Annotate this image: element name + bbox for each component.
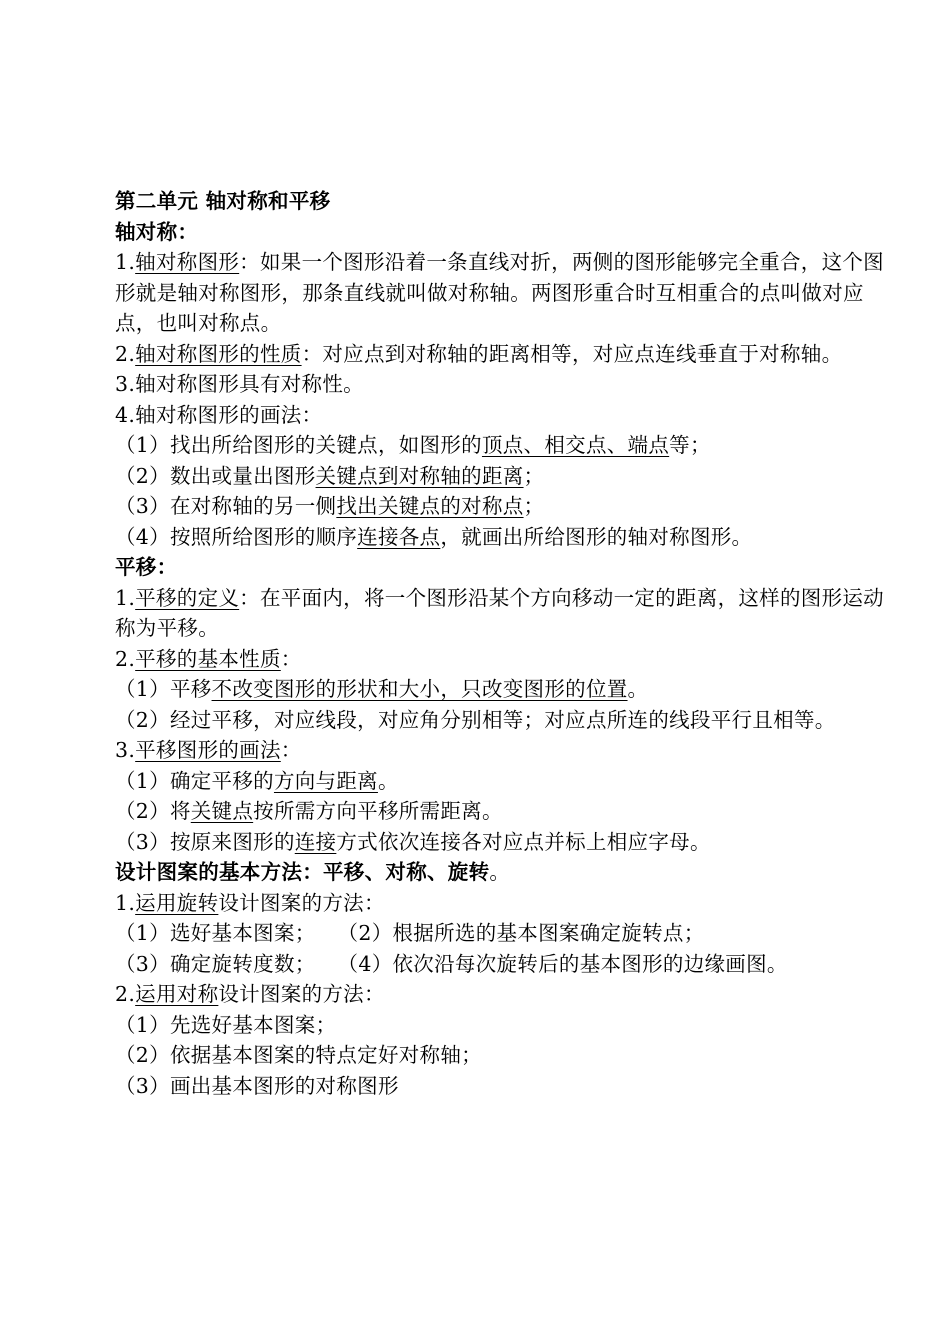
- translation-draw-2-post: 按所需方向平移所需距离。: [253, 799, 503, 823]
- axis-p2-num: 2.: [115, 341, 136, 366]
- rotation-step-4: （4）依次沿每次旋转后的基本图形的边缘画图。: [337, 951, 788, 976]
- axis-step-1-pre: （1）找出所给图形的关键点，如图形的: [115, 433, 482, 457]
- translation-p1-term: 平移的定义: [135, 585, 240, 610]
- axis-p1-rest: ：如果一个图形沿着一条直线对折，两侧的图形能够完全重合，这个图形就是轴对称图形，那条直线就叫做对称轴。两图形重合时互相重合的点叫做对应点，也叫对称点。: [115, 250, 884, 335]
- axis-p3: 3.轴对称图形具有对称性。: [115, 372, 364, 396]
- design-heading-text: 设计图案的基本方法：平移、对称、旋转: [115, 860, 490, 884]
- translation-draw-2-term: 关键点: [190, 799, 254, 823]
- translation-prop-1-term: 不改变图形的形状和大小，只改变图形的位置: [211, 677, 628, 701]
- translation-p2-term: 平移的基本性质: [135, 646, 281, 671]
- axis-p1-num: 1.: [115, 250, 136, 274]
- translation-prop-2: （2）经过平移，对应线段，对应角分别相等；对应点所连的线段平行且相等。: [115, 707, 836, 732]
- translation-draw-3-pre: （3）按原来图形的: [115, 829, 295, 854]
- rotation-step-1: （1）选好基本图案；: [115, 921, 316, 945]
- axis-step-3-pre: （3）在对称轴的另一侧: [115, 494, 337, 518]
- axis-p1-term: 轴对称图形: [135, 250, 240, 274]
- symmetry-step-3: （3）画出基本图形的对称图形: [115, 1073, 399, 1098]
- translation-p1: [115, 583, 890, 644]
- axis-step-1: [115, 430, 890, 461]
- axis-heading: 轴对称：: [115, 219, 199, 244]
- design-heading-end: 。: [489, 860, 511, 884]
- translation-draw-1-term: 方向与距离: [273, 768, 378, 793]
- translation-p2-num: 2.: [115, 646, 136, 671]
- axis-step-3: [115, 491, 890, 522]
- design-rotation-post: 设计图案的方法：: [218, 890, 385, 915]
- axis-p2-rest: ：对应点到对称轴的距离相等，对应点连线垂直于对称轴。: [301, 341, 843, 366]
- axis-p1: [115, 247, 890, 339]
- axis-step-2: [115, 461, 890, 492]
- translation-p2: [115, 644, 890, 675]
- design-heading: [115, 857, 890, 888]
- design-symmetry-term: 运用对称: [135, 982, 219, 1006]
- axis-p2: [115, 339, 890, 370]
- axis-step-3-term: 找出关键点的对称点: [336, 494, 524, 518]
- axis-p4: 4.轴对称图形的画法：: [115, 402, 323, 427]
- axis-step-1-term: 顶点、相交点、端点: [481, 433, 670, 457]
- design-rotation-num: 1.: [115, 890, 136, 915]
- axis-step-4-term: 连接各点: [357, 524, 441, 549]
- rotation-step-2: （2）根据所选的基本图案确定旋转点；: [337, 921, 705, 945]
- axis-p2-term: 轴对称图形的性质: [135, 341, 302, 366]
- symmetry-step-2: （2）依据基本图案的特点定好对称轴；: [115, 1043, 482, 1067]
- translation-p3: [115, 735, 890, 766]
- design-symmetry-num: 2.: [115, 982, 136, 1006]
- translation-p3-term: 平移图形的画法: [135, 738, 281, 762]
- translation-p2-post: ：: [280, 646, 302, 671]
- translation-draw-1: [115, 766, 890, 797]
- translation-p3-post: ：: [280, 738, 302, 762]
- translation-p1-num: 1.: [115, 585, 136, 610]
- axis-step-4: [115, 522, 890, 553]
- translation-prop-1-pre: （1）平移: [115, 677, 212, 701]
- axis-step-2-post: ；: [523, 463, 545, 488]
- design-rotation-steps-b: [115, 949, 890, 980]
- translation-prop-1: [115, 674, 890, 705]
- translation-draw-2-pre: （2）将: [115, 799, 191, 823]
- translation-draw-3-post: 方式依次连接各对应点并标上相应字母。: [336, 829, 711, 854]
- translation-p1-rest: ：在平面内，将一个图形沿某个方向移动一定的距离，这样的图形运动称为平移。: [115, 585, 884, 640]
- unit-title: 第二单元 轴对称和平移: [115, 189, 331, 213]
- axis-step-1-post: 等；: [669, 433, 711, 457]
- translation-heading: 平移：: [115, 555, 178, 579]
- axis-step-2-term: 关键点到对称轴的距离: [315, 463, 524, 488]
- design-rotation: [115, 888, 890, 919]
- translation-draw-3-term: 连接: [294, 829, 337, 854]
- design-rotation-term: 运用旋转: [135, 890, 219, 915]
- translation-draw-1-pre: （1）确定平移的: [115, 768, 274, 793]
- translation-p3-num: 3.: [115, 738, 136, 762]
- design-symmetry: [115, 979, 890, 1010]
- symmetry-step-1: （1）先选好基本图案；: [115, 1012, 337, 1037]
- axis-step-4-pre: （4）按照所给图形的顺序: [115, 524, 358, 549]
- rotation-step-3: （3）确定旋转度数；: [115, 951, 316, 976]
- axis-step-4-post: ，就画出所给图形的轴对称图形。: [440, 524, 753, 549]
- translation-draw-1-post: 。: [377, 768, 399, 793]
- design-symmetry-post: 设计图案的方法：: [218, 982, 385, 1006]
- design-rotation-steps-a: [115, 918, 890, 949]
- axis-step-2-pre: （2）数出或量出图形: [115, 463, 316, 488]
- translation-prop-1-post: 。: [627, 677, 649, 701]
- translation-draw-2: [115, 796, 890, 827]
- translation-draw-3: [115, 827, 890, 858]
- axis-step-3-post: ；: [523, 494, 545, 518]
